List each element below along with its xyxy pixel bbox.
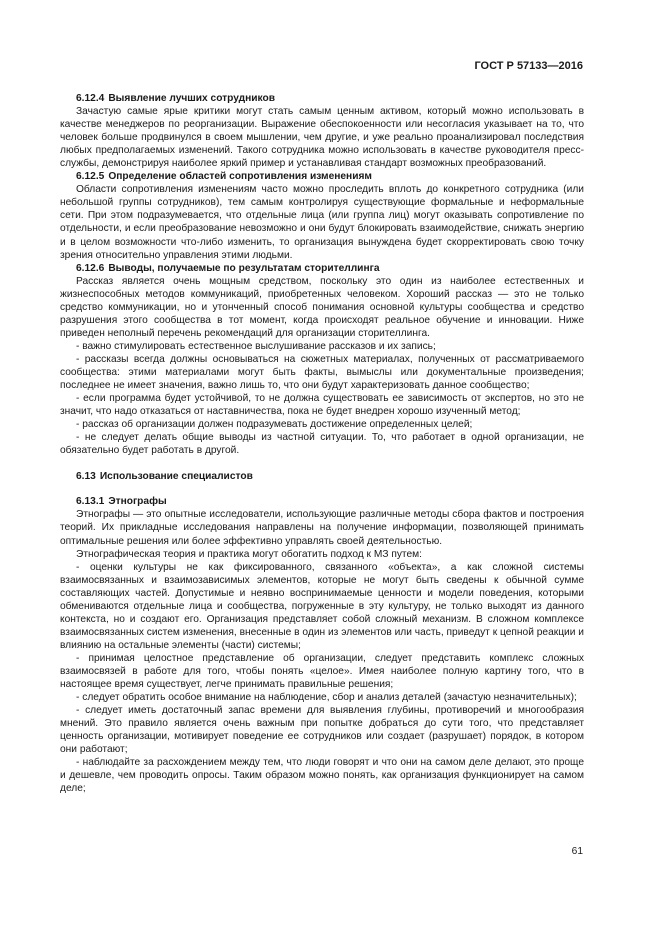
page-number: 61: [571, 846, 583, 857]
paragraph: Рассказ является очень мощным средством, поскольку это один из наиболее естественных и жизнеспособных методов коммуникаций, приобретенных человеком. Хороший рассказ — это не только средство коммуникации, но и утонченный способ понимания основной культуры сообщества и средство разрушения этого сообщества в тот момент, когда происходят реальное обучение и инновации. Ниже приведен неполный перечень рекомендаций для организации сторителлинга.: [60, 275, 584, 339]
section-title: Этнографы: [108, 496, 167, 508]
section-number: 6.13: [76, 471, 96, 483]
section-heading-6-12-6: [60, 262, 584, 275]
section-title: Определение областей сопротивления изменениям: [108, 171, 372, 183]
document-body: [60, 92, 584, 795]
section-number: 6.12.5: [76, 171, 105, 183]
list-item: - оценки культуры не как фиксированного, связанного «объекта», а как сложной системы взаимосвязанных и взаимозависимых элементов, которые не могут быть сведены к обычной сумме составляющих частей. Допустимые и неявно воспринимаемые ценности и модели поведения, которыми обмениваются отдельные лица и сообщества, погруженные в эту культуру, не только выходят из данного контекста, но и создают его. Организация представляет собой сложный механизм. В сложном комплексе взаимосвязанных систем изменения, внесенные в один из элементов или часть, приведут к цепной реакции и влиянию на остальные элементы (части) системы;: [60, 561, 584, 651]
section-heading-6-13: [60, 470, 584, 483]
section-heading-6-12-4: [60, 92, 584, 105]
list-item: - важно стимулировать естественное выслушивание рассказов и их запись;: [76, 340, 436, 352]
paragraph: Этнографы — это опытные исследователи, использующие различные методы сбора фактов и построения теорий. Их прикладные исследования направлены на получение информации, позволяющей принимать оптимальные решения или более эффективно управлять своей деятельностью.: [60, 509, 584, 547]
paragraph: Области сопротивления изменениям часто можно проследить вплоть до конкретного сотрудника (или небольшой группы сотрудников), тем самым контролируя существующие формальные и неформальные сети. При этом подразумевается, что отдельные лица (или группа лиц) могут оказывать сопротивление по отдельности, и если преобразование невозможно и они будут блокировать взаимодействие, снижать энергию и в целом возможности что-либо изменить, то организация вынуждена будет скорректировать свою точку зрения относительно управления этими людьми.: [60, 184, 584, 261]
list-item: - следует обратить особое внимание на наблюдение, сбор и анализ деталей (зачастую незначительных);: [76, 692, 577, 704]
section-title: Выявление лучших сотрудников: [108, 93, 275, 104]
paragraph: Зачастую самые ярые критики могут стать самым ценным активом, который можно использовать в качестве менеджеров по реорганизации. Выражение обеспокоенности или несогласия указывает на то, что человек больше продвинулся в своем мышлении, чем другие, и уже реально проанализировал последствия любых предполагаемых изменений. Такого сотрудника можно использовать в качестве руководителя пресс-службы, демонстрируя наиболее яркий пример и устанавливая стандарт возможных преобразований.: [60, 106, 584, 170]
list-item: - не следует делать общие выводы из частной ситуации. То, что работает в одной организации, не обязательно будет работать в другой.: [60, 432, 584, 457]
list-item: - рассказ об организации должен подразумевать достижение определенных целей;: [76, 419, 473, 431]
section-title: Использование специалистов: [99, 471, 253, 483]
list-item: - наблюдайте за расхождением между тем, что люди говорят и что они на самом деле делают, это проще и дешевле, чем проводить опросы. Таким образом можно понять, как организация функционирует на самом деле;: [60, 757, 584, 795]
list-item: - рассказы всегда должны основываться на сюжетных материалах, полученных от рассматриваемого сообщества: этими материалами могут быть факты, вымыслы или документальные произведения; последнее не имеет значения, важно лишь то, что они будут характеризовать данное сообщество;: [60, 353, 584, 392]
list-item: - принимая целостное представление об организации, следует представить комплекс сложных взаимосвязей в работе для того, чтобы понять «целое». Имея наиболее полную картину того, что в настоящее время существует, легче принимать правильные решения;: [60, 652, 584, 691]
section-heading-6-12-5: [60, 170, 584, 183]
section-title: Выводы, получаемые по результатам сторителлинга: [108, 262, 380, 274]
section-heading-6-13-1: [60, 495, 584, 508]
section-number: 6.12.6: [76, 262, 105, 274]
paragraph: Этнографическая теория и практика могут обогатить подход к МЗ путем:: [76, 548, 422, 560]
section-number: 6.12.4: [76, 93, 105, 104]
list-item: - следует иметь достаточный запас времени для выявления глубины, противоречий и многообразия мнений. Это правило является очень важным при попытке добраться до сути того, что представляет ценность организации, мотивирует поведение ее сотрудников или создает (разрушает) порядок, в котором они работают;: [60, 705, 584, 756]
list-item: - если программа будет устойчивой, то не должна существовать ее зависимость от экспертов, но это не значит, что надо отказаться от наставничества, пока не будет внедрен хорошо изученный метод;: [60, 393, 584, 418]
section-number: 6.13.1: [76, 496, 105, 508]
standard-header: ГОСТ Р 57133—2016: [474, 60, 583, 72]
